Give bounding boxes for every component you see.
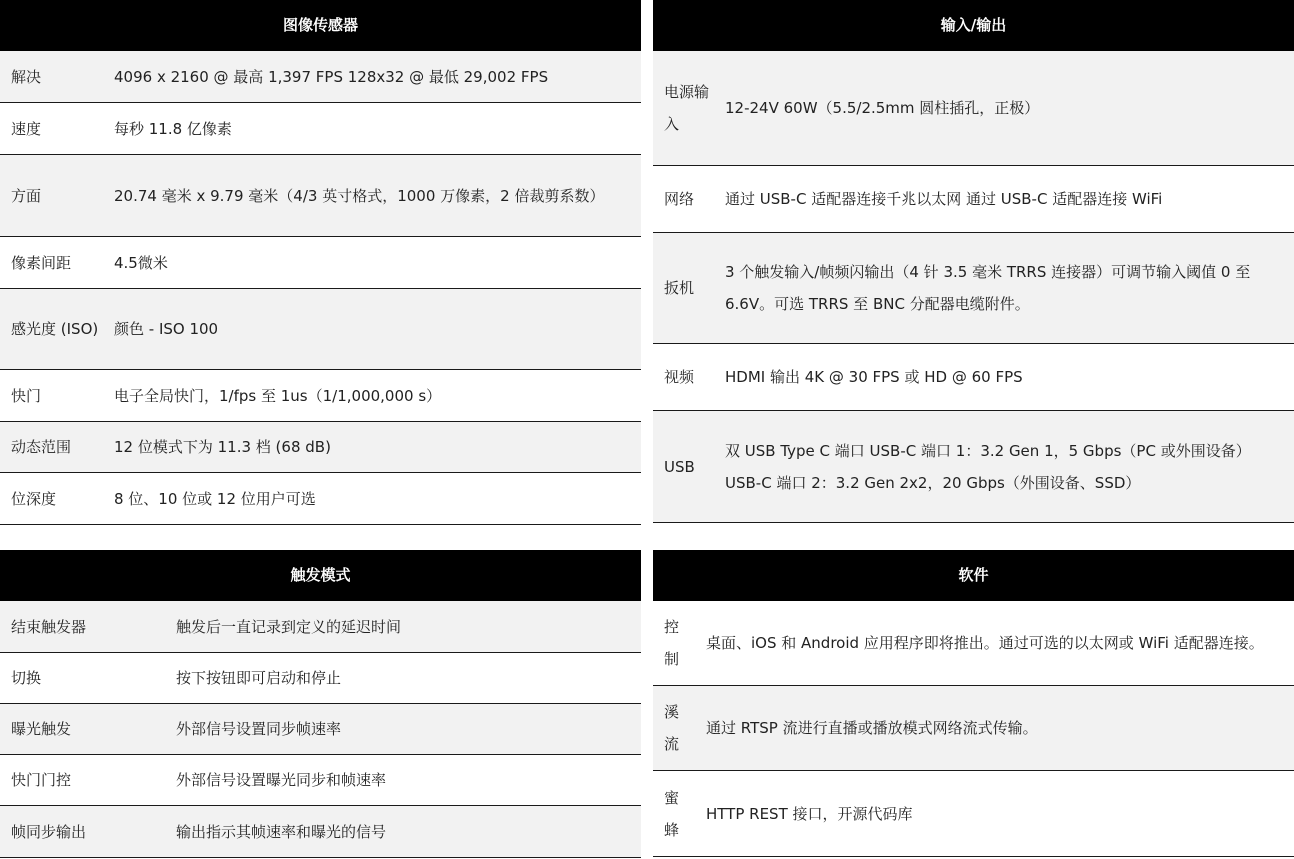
table-row bbox=[653, 686, 1294, 771]
row-label: USB bbox=[664, 457, 695, 476]
table-row bbox=[653, 166, 1294, 233]
table-row bbox=[0, 370, 641, 422]
row-value: 8 位、10 位或 12 位用户可选 bbox=[114, 489, 316, 508]
table-row bbox=[0, 601, 641, 653]
row-label: 像素间距 bbox=[11, 253, 72, 272]
table-row bbox=[0, 237, 641, 289]
row-value: 触发后一直记录到定义的延迟时间 bbox=[176, 617, 402, 636]
row-label: 快门门控 bbox=[11, 771, 72, 789]
row-label: 解决 bbox=[11, 67, 42, 86]
row-value: 外部信号设置曝光同步和帧速率 bbox=[176, 771, 387, 789]
row-label: 感光度 (ISO) bbox=[11, 320, 99, 338]
row-value: 通过 USB-C 适配器连接千兆以太网 通过 USB-C 适配器连接 WiFi bbox=[725, 190, 1163, 208]
row-value: HDMI 输出 4K @ 30 FPS 或 HD @ 60 FPS bbox=[725, 368, 1023, 386]
row-label: 蜜蜂 bbox=[664, 788, 680, 839]
table-row bbox=[0, 473, 641, 525]
row-label: 动态范围 bbox=[11, 438, 72, 456]
row-label: 溪流 bbox=[664, 703, 680, 753]
table-row bbox=[0, 704, 641, 755]
row-label: 帧同步输出 bbox=[11, 822, 87, 841]
row-label: 速度 bbox=[11, 119, 42, 138]
table-row bbox=[653, 233, 1294, 344]
row-value: 12 位模式下为 11.3 档 (68 dB) bbox=[114, 438, 331, 456]
row-label: 电源输入 bbox=[664, 83, 710, 133]
table-row bbox=[653, 601, 1294, 686]
table-row bbox=[653, 51, 1294, 166]
row-value: 外部信号设置同步帧速率 bbox=[176, 720, 342, 738]
table-row bbox=[0, 103, 641, 155]
row-value: 20.74 毫米 x 9.79 毫米（4/3 英寸格式，1000 万像素，2 倍裁剪系数） bbox=[114, 186, 605, 205]
table-row bbox=[0, 51, 641, 103]
row-value: 12-24V 60W（5.5/2.5mm 圆柱插孔，正极） bbox=[725, 99, 1040, 117]
row-label: 网络 bbox=[664, 190, 695, 208]
table-row bbox=[653, 411, 1294, 523]
row-value: 4096 x 2160 @ 最高 1,397 FPS 128x32 @ 最低 29,002 FPS bbox=[114, 67, 549, 86]
row-label: 切换 bbox=[11, 669, 42, 687]
image-sensor-title: 图像传感器 bbox=[0, 0, 641, 51]
table-row bbox=[653, 344, 1294, 411]
software-panel bbox=[653, 550, 1294, 857]
trigger-panel bbox=[0, 550, 641, 858]
row-label: 曝光触发 bbox=[11, 720, 72, 738]
row-label: 方面 bbox=[11, 186, 42, 205]
row-label: 扳机 bbox=[664, 279, 695, 297]
image-sensor-panel bbox=[0, 0, 641, 525]
row-label: 结束触发器 bbox=[11, 617, 87, 636]
table-row bbox=[0, 289, 641, 370]
io-panel bbox=[653, 0, 1294, 523]
row-value: 每秒 11.8 亿像素 bbox=[114, 119, 232, 138]
row-label: 视频 bbox=[664, 368, 695, 386]
software-title: 软件 bbox=[653, 550, 1294, 601]
row-value: 颜色 - ISO 100 bbox=[114, 320, 219, 338]
table-row bbox=[0, 653, 641, 704]
trigger-title: 触发模式 bbox=[0, 550, 641, 601]
table-row bbox=[0, 755, 641, 806]
row-value: 双 USB Type C 端口 USB-C 端口 1：3.2 Gen 1，5 Gbps（PC 或外围设备）USB-C 端口 2：3.2 Gen 2x2，20 Gbps（外围设备、SSD） bbox=[725, 441, 1251, 492]
row-value: 按下按钮即可启动和停止 bbox=[176, 669, 342, 687]
table-row bbox=[0, 806, 641, 858]
row-label: 快门 bbox=[11, 386, 42, 405]
row-value: 桌面、iOS 和 Android 应用程序即将推出。通过可选的以太网或 WiFi 适配器连接。 bbox=[706, 634, 1264, 652]
row-value: 电子全局快门，1/fps 至 1us（1/1,000,000 s） bbox=[114, 386, 442, 405]
table-row bbox=[0, 155, 641, 237]
row-value: 通过 RTSP 流进行直播或播放模式网络流式传输。 bbox=[706, 719, 1038, 737]
row-value: HTTP REST 接口，开源代码库 bbox=[706, 804, 913, 823]
row-value: 4.5微米 bbox=[114, 253, 168, 272]
row-value: 输出指示其帧速率和曝光的信号 bbox=[176, 822, 387, 841]
row-value: 3 个触发输入/帧频闪输出（4 针 3.5 毫米 TRRS 连接器）可调节输入阈值 0 至 6.6V。可选 TRRS 至 BNC 分配器电缆附件。 bbox=[725, 263, 1251, 313]
row-label: 控制 bbox=[664, 618, 680, 668]
table-row bbox=[0, 422, 641, 473]
row-label: 位深度 bbox=[11, 489, 57, 508]
io-title: 输入/输出 bbox=[653, 0, 1294, 51]
table-row bbox=[653, 771, 1294, 857]
